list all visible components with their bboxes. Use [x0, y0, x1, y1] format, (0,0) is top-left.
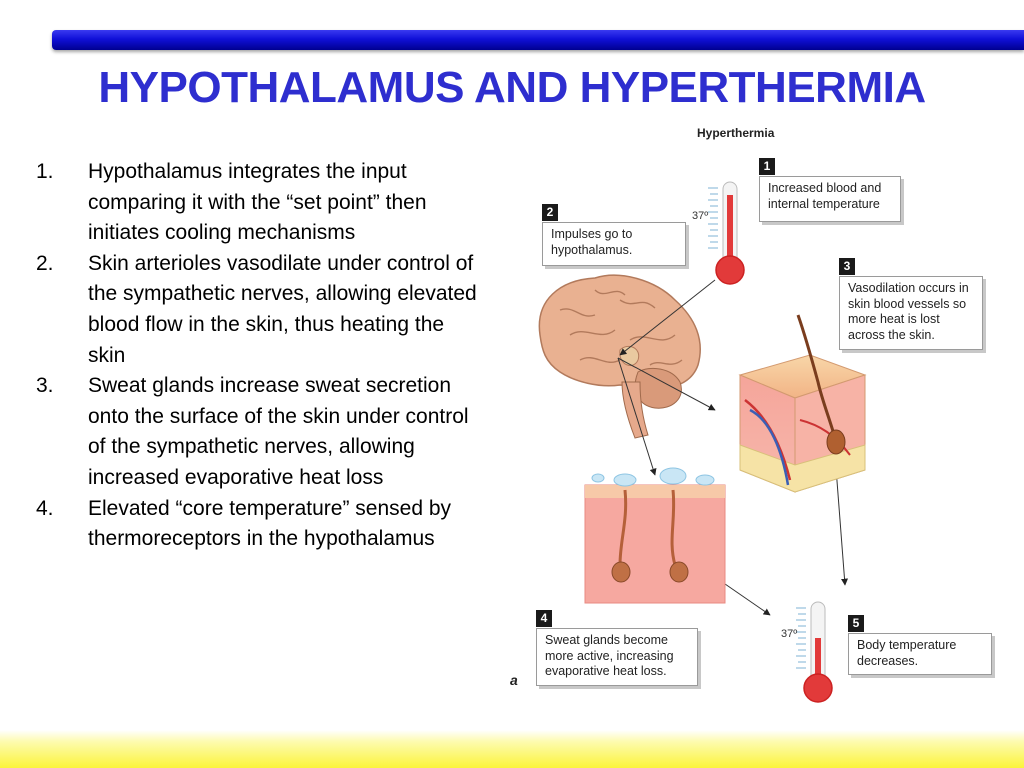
- step-number-badge: 5: [848, 615, 864, 632]
- sweat-gland-illustration: [585, 468, 725, 603]
- temperature-label: 37º: [692, 210, 709, 222]
- bullet-text: Hypothalamus integrates the input comparing it with the “set point” then initiates cooling mechanisms: [88, 160, 427, 245]
- bullet-item: [36, 494, 486, 555]
- bullet-list: [36, 157, 486, 555]
- top-accent-bar: [52, 30, 1024, 50]
- bullet-number: 3.: [36, 374, 54, 398]
- step-number-badge: 1: [759, 158, 775, 175]
- temperature-label: 37º: [781, 628, 798, 640]
- bottom-accent-bar: [0, 730, 1024, 768]
- bullet-text: Elevated “core temperature” sensed by thermoreceptors in the hypothalamus: [88, 496, 452, 551]
- bullet-number: 4.: [36, 496, 54, 520]
- step-number-badge: 4: [536, 610, 552, 627]
- bullet-item: [36, 157, 486, 249]
- bullet-text: Sweat glands increase sweat secretion onto the surface of the skin under control of the sympathetic nerves, allowing increased evaporative heat loss: [88, 374, 469, 489]
- panel-letter: a: [510, 672, 518, 688]
- step-box: Body temperature decreases.: [848, 633, 992, 675]
- hyperthermia-diagram: [500, 120, 1020, 720]
- diagram-header: Hyperthermia: [697, 126, 775, 140]
- step-box: Sweat glands become more active, increasing evaporative heat loss.: [536, 628, 698, 686]
- brain-illustration: [539, 275, 700, 438]
- bullet-number: 1.: [36, 160, 54, 183]
- step-box: Impulses go to hypothalamus.: [542, 222, 686, 266]
- bullet-text: Skin arterioles vasodilate under control of the sympathetic nerves, allowing elevated blood flow in the skin, thus heating the skin: [88, 251, 477, 367]
- bullet-item: [36, 249, 486, 371]
- bullet-number: 2.: [36, 251, 54, 275]
- thermometer-icon: [708, 182, 744, 284]
- slide-title: HYPOTHALAMUS AND HYPERTHERMIA: [98, 63, 926, 112]
- step-number-badge: 3: [839, 258, 855, 275]
- bullet-item: [36, 371, 486, 493]
- step-box: Increased blood and internal temperature: [759, 176, 901, 222]
- step-box: Vasodilation occurs in skin blood vessels so more heat is lost across the skin.: [839, 276, 983, 350]
- thermometer-icon: [796, 602, 832, 702]
- step-number-badge: 2: [542, 204, 558, 221]
